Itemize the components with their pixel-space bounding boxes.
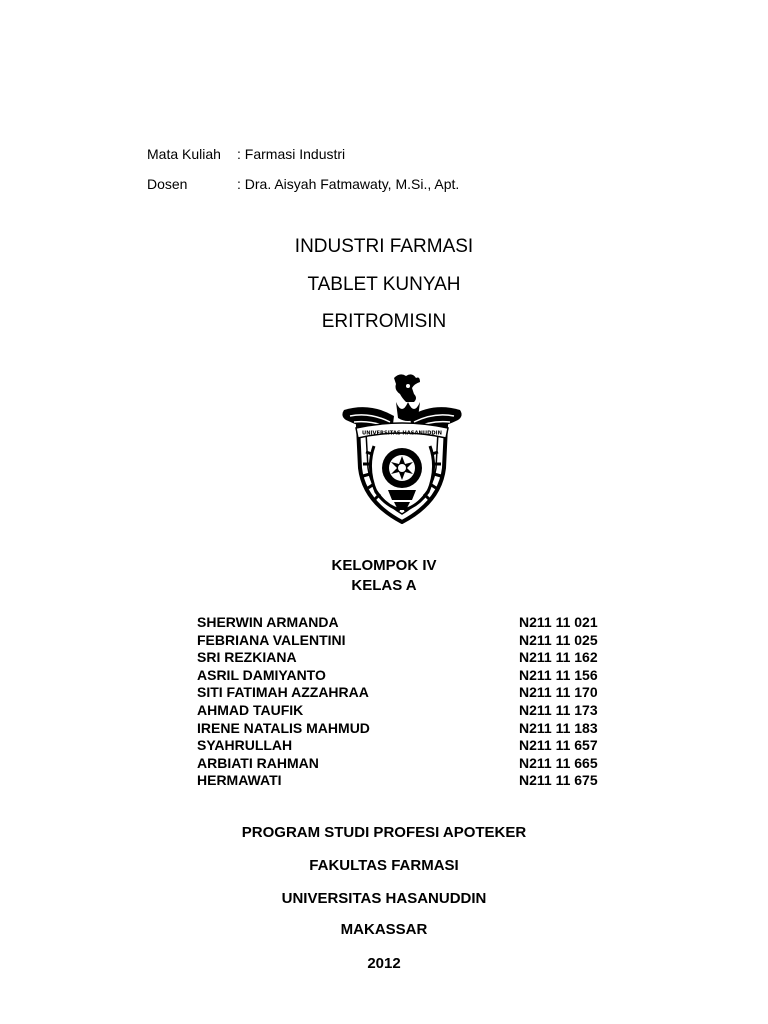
member-name: SITI FATIMAH AZZAHRAA [197, 684, 369, 701]
member-row [197, 667, 617, 685]
member-nim: N211 11 170 [519, 684, 598, 701]
member-name: SYAHRULLAH [197, 737, 293, 754]
emblem-banner-text: UNIVERSITAS HASANUDDIN [362, 430, 442, 437]
member-row [197, 649, 617, 667]
member-nim: N211 11 665 [519, 754, 598, 771]
city-name: MAKASSAR [340, 921, 428, 938]
course-line [147, 146, 345, 162]
group-class: KELAS A [351, 577, 417, 594]
member-row [197, 737, 617, 755]
title-line-3: ERITROMISIN [321, 311, 447, 332]
member-name: FEBRIANA VALENTINI [197, 631, 346, 648]
title-line-2: TABLET KUNYAH [307, 274, 461, 295]
group-name: KELOMPOK IV [331, 557, 437, 574]
member-nim: N211 11 173 [519, 701, 598, 718]
university-emblem-icon [336, 372, 468, 524]
member-name: SRI REZKIANA [197, 649, 297, 666]
member-nim: N211 11 162 [519, 649, 598, 666]
course-value: : Farmasi Industri [237, 146, 346, 162]
member-nim: N211 11 025 [519, 631, 598, 648]
faculty-name: FAKULTAS FARMASI [309, 857, 459, 874]
member-row [197, 614, 617, 632]
lecturer-label: Dosen [147, 176, 188, 192]
program-name: PROGRAM STUDI PROFESI APOTEKER [241, 824, 527, 841]
member-row [197, 755, 617, 773]
member-name: ARBIATI RAHMAN [197, 754, 319, 771]
member-row [197, 720, 617, 738]
member-name: SHERWIN ARMANDA [197, 614, 339, 630]
member-row [197, 632, 617, 650]
title-line-1: INDUSTRI FARMASI [294, 236, 474, 257]
lecturer-line [147, 176, 459, 192]
member-name: HERMAWATI [197, 772, 282, 789]
member-nim: N211 11 021 [519, 614, 598, 630]
lecturer-value: : Dra. Aisyah Fatmawaty, M.Si., Apt. [237, 176, 460, 192]
member-nim: N211 11 183 [519, 719, 598, 736]
member-name: ASRIL DAMIYANTO [197, 666, 326, 683]
member-row [197, 684, 617, 702]
course-label: Mata Kuliah [147, 146, 221, 162]
member-name: IRENE NATALIS MAHMUD [197, 719, 370, 736]
member-nim: N211 11 156 [519, 666, 598, 683]
year: 2012 [367, 955, 401, 972]
university-name: UNIVERSITAS HASANUDDIN [281, 890, 487, 907]
member-list [197, 614, 617, 790]
member-row [197, 772, 617, 790]
member-nim: N211 11 657 [519, 737, 598, 754]
member-name: AHMAD TAUFIK [197, 701, 304, 718]
member-nim: N211 11 675 [519, 772, 598, 789]
member-row [197, 702, 617, 720]
